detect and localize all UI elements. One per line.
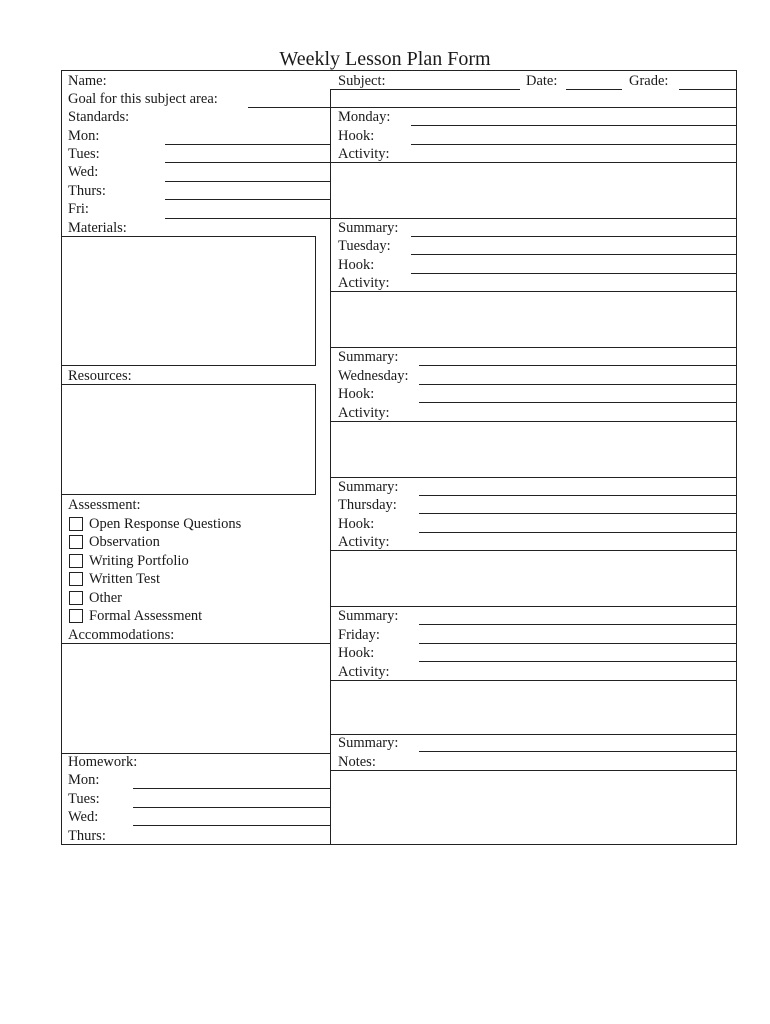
homework-label: Homework: <box>68 754 138 770</box>
name-label: Name: <box>68 73 107 89</box>
homework-day-label: Wed: <box>68 809 99 825</box>
assessment-option-label: Written Test <box>89 571 161 587</box>
assessment-option-label: Other <box>89 590 123 606</box>
hook-label: Hook: <box>338 128 375 144</box>
checkbox-other[interactable] <box>69 591 83 605</box>
checkbox-formal-assessment[interactable] <box>69 609 83 623</box>
standards-fri-field[interactable] <box>165 218 330 219</box>
assessment-option-label: Open Response Questions <box>89 516 242 532</box>
friday-hook-field[interactable] <box>419 661 737 662</box>
homework-day-label: Mon: <box>68 772 100 788</box>
subject-label: Subject: <box>338 73 386 89</box>
monday-activity-box[interactable] <box>330 162 737 219</box>
friday-summary-field[interactable] <box>419 751 737 752</box>
day-label-thursday: Thursday: <box>338 497 397 513</box>
homework-tues-field[interactable] <box>133 807 330 808</box>
checkbox-observation[interactable] <box>69 535 83 549</box>
date-label: Date: <box>526 73 558 89</box>
materials-box[interactable] <box>61 236 316 366</box>
homework-thurs-field[interactable] <box>133 844 330 845</box>
assessment-option-label: Observation <box>89 534 160 550</box>
activity-label: Activity: <box>338 275 390 291</box>
hook-label: Hook: <box>338 516 375 532</box>
standards-tues-field[interactable] <box>165 162 330 163</box>
day-label-tuesday: Tuesday: <box>338 238 391 254</box>
notes-label: Notes: <box>338 754 376 770</box>
checkbox-written-test[interactable] <box>69 572 83 586</box>
activity-label: Activity: <box>338 146 390 162</box>
materials-label: Materials: <box>68 220 127 236</box>
monday-field[interactable] <box>411 125 737 126</box>
tuesday-field[interactable] <box>411 254 737 255</box>
resources-label: Resources: <box>68 368 132 384</box>
standards-label: Standards: <box>68 109 130 125</box>
standards-mon-field[interactable] <box>165 144 330 145</box>
hook-label: Hook: <box>338 645 375 661</box>
grade-field[interactable] <box>679 89 737 90</box>
form-title: Weekly Lesson Plan Form <box>279 48 491 70</box>
homework-mon-field[interactable] <box>133 788 330 789</box>
wednesday-hook-field[interactable] <box>419 402 737 403</box>
summary-label: Summary: <box>338 220 399 236</box>
activity-label: Activity: <box>338 664 390 680</box>
day-label-friday: Friday: <box>338 627 380 643</box>
friday-field[interactable] <box>419 643 737 644</box>
hook-label: Hook: <box>338 257 375 273</box>
hook-label: Hook: <box>338 386 375 402</box>
tuesday-activity-box[interactable] <box>330 291 737 348</box>
wednesday-activity-box[interactable] <box>330 421 737 478</box>
thursday-field[interactable] <box>419 513 737 514</box>
homework-wed-field[interactable] <box>133 825 330 826</box>
assessment-option-label: Writing Portfolio <box>89 553 189 569</box>
checkbox-writing-portfolio[interactable] <box>69 554 83 568</box>
standards-thurs-field[interactable] <box>165 199 330 200</box>
standards-day-label: Tues: <box>68 146 100 162</box>
standards-day-label: Mon: <box>68 128 100 144</box>
goal-label: Goal for this subject area: <box>68 91 218 107</box>
grade-label: Grade: <box>629 73 669 89</box>
wednesday-field[interactable] <box>419 384 737 385</box>
day-label-monday: Monday: <box>338 109 391 125</box>
thursday-summary-field[interactable] <box>419 624 737 625</box>
resources-box[interactable] <box>61 384 316 495</box>
goal-field[interactable] <box>248 107 737 108</box>
assessment-option-label: Formal Assessment <box>89 608 203 624</box>
homework-day-label: Thurs: <box>68 828 106 844</box>
tuesday-hook-field[interactable] <box>411 273 737 274</box>
friday-activity-box[interactable] <box>330 680 737 735</box>
summary-label: Summary: <box>338 735 399 751</box>
monday-hook-field[interactable] <box>411 144 737 145</box>
summary-label: Summary: <box>338 479 399 495</box>
standards-day-label: Fri: <box>68 201 89 217</box>
activity-label: Activity: <box>338 405 390 421</box>
day-label-wednesday: Wednesday: <box>338 368 409 384</box>
wednesday-summary-field[interactable] <box>419 495 737 496</box>
monday-summary-field[interactable] <box>411 236 737 237</box>
notes-box[interactable] <box>330 770 737 845</box>
standards-wed-field[interactable] <box>165 181 330 182</box>
accommodations-box[interactable] <box>61 643 331 754</box>
date-field[interactable] <box>566 89 622 90</box>
accommodations-label: Accommodations: <box>68 627 175 643</box>
homework-day-label: Tues: <box>68 791 100 807</box>
standards-day-label: Wed: <box>68 164 99 180</box>
thursday-activity-box[interactable] <box>330 550 737 607</box>
activity-label: Activity: <box>338 534 390 550</box>
thursday-hook-field[interactable] <box>419 532 737 533</box>
summary-label: Summary: <box>338 349 399 365</box>
subject-field[interactable] <box>330 89 520 90</box>
standards-day-label: Thurs: <box>68 183 106 199</box>
summary-label: Summary: <box>338 608 399 624</box>
tuesday-summary-field[interactable] <box>419 365 737 366</box>
assessment-label: Assessment: <box>68 497 141 513</box>
checkbox-open-response[interactable] <box>69 517 83 531</box>
